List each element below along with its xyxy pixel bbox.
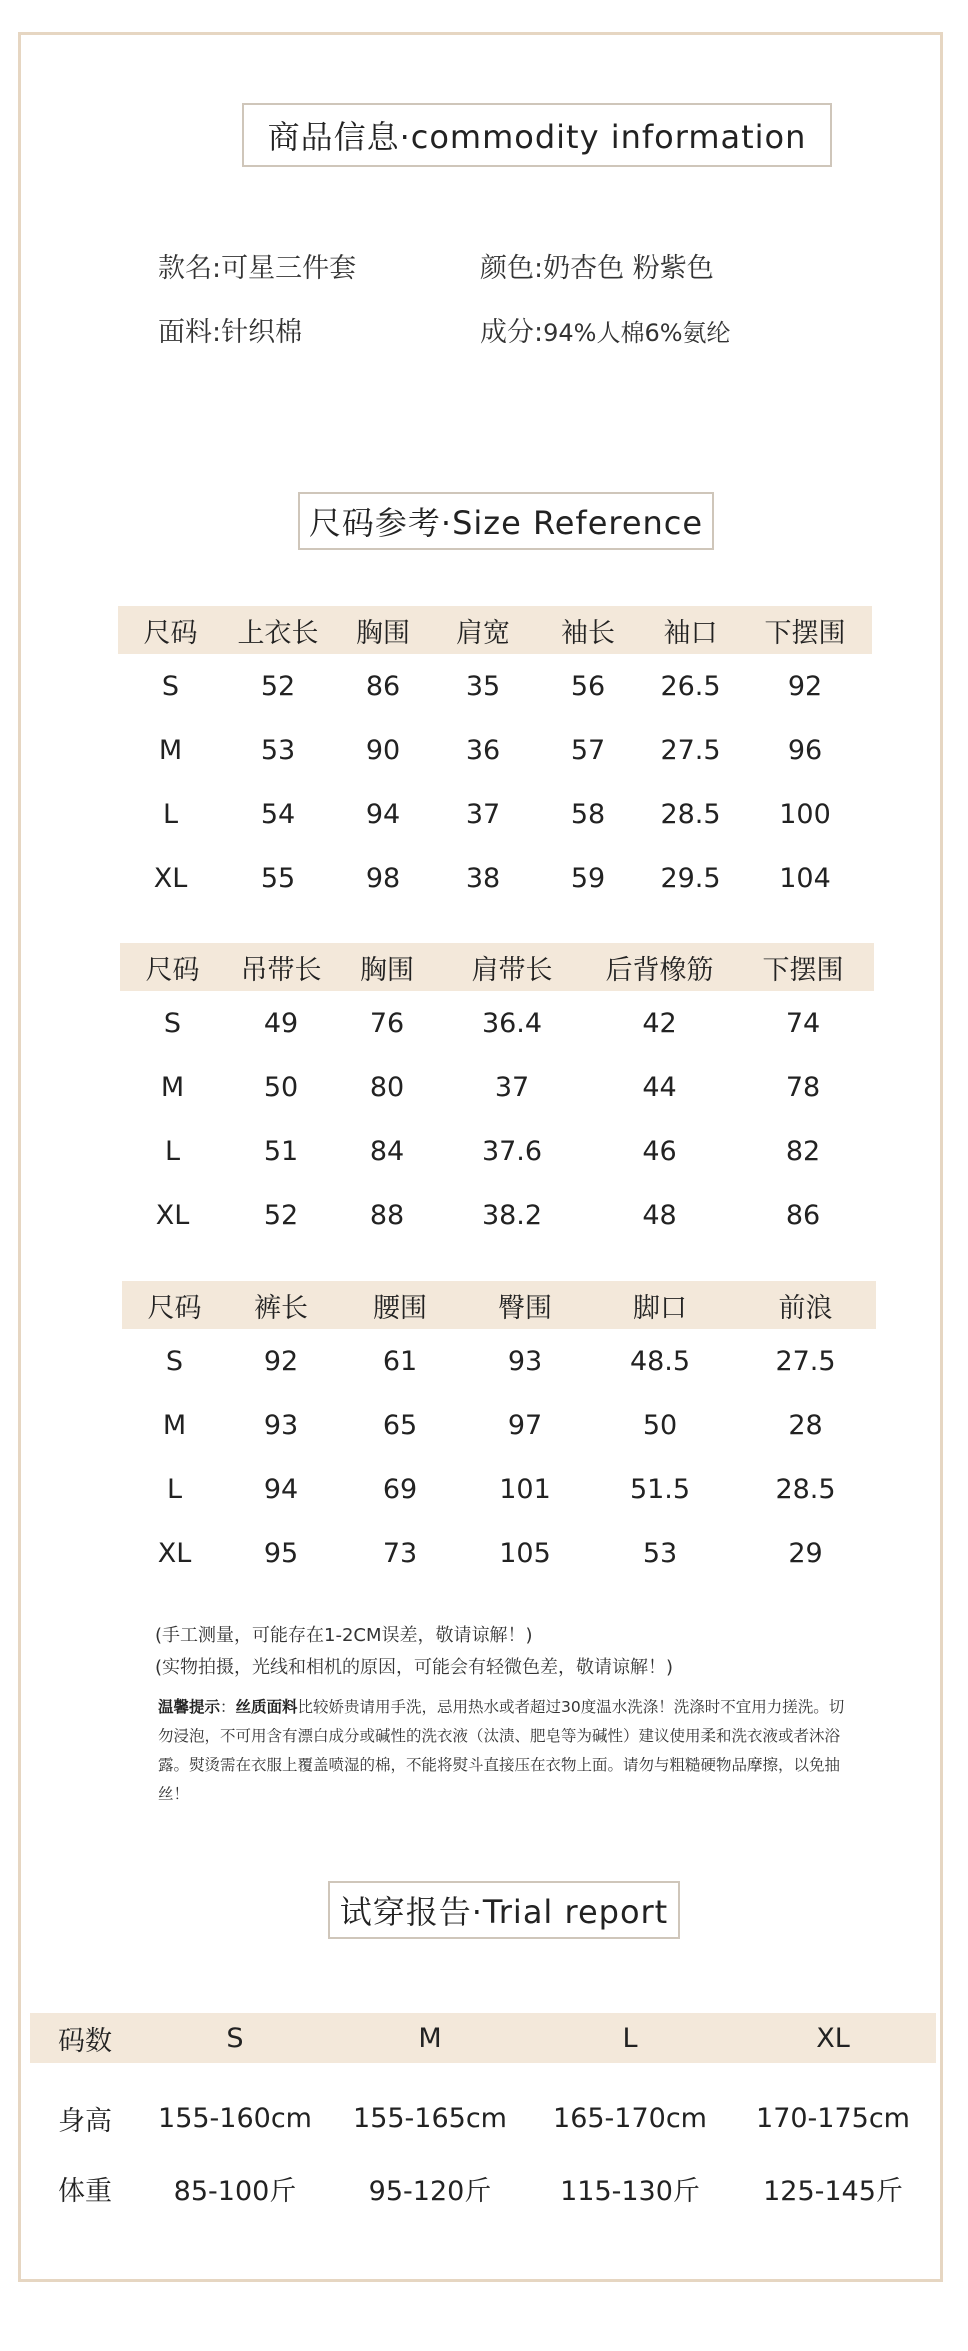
table-cell: 51 xyxy=(263,1135,299,1167)
table-cell: XL xyxy=(153,862,188,894)
table-cell: 96 xyxy=(787,734,823,766)
table-cell: 61 xyxy=(382,1345,418,1377)
table-cell: 36 xyxy=(465,734,501,766)
table-row xyxy=(118,718,872,782)
table-cell: 52 xyxy=(263,1199,299,1231)
table-cell: 92 xyxy=(263,1345,299,1377)
table-cell: 38.2 xyxy=(481,1199,543,1231)
table-cell: S xyxy=(165,1345,184,1377)
table-cell: 170-175cm xyxy=(756,2102,910,2134)
table-cell: 59 xyxy=(570,862,606,894)
header-cell: 尺码 xyxy=(143,617,198,649)
table-cell: M xyxy=(162,1409,187,1441)
size-reference-title-text: 尺码参考·Size Reference xyxy=(308,504,704,542)
table-cell: S xyxy=(161,670,180,702)
table-cell: 身高 xyxy=(58,2105,112,2137)
table-cell: 55 xyxy=(260,862,296,894)
table-cell: 37.6 xyxy=(481,1135,543,1167)
header-cell: 尺码 xyxy=(145,954,200,986)
table-cell: 88 xyxy=(369,1199,405,1231)
table-header xyxy=(122,1281,876,1329)
header-cell: 吊带长 xyxy=(240,954,322,986)
size-table-top xyxy=(118,606,872,910)
tip-label: 温馨提示 xyxy=(158,1698,221,1716)
care-tip xyxy=(158,1693,848,1809)
table-row xyxy=(118,782,872,846)
table-cell: 体重 xyxy=(58,2175,112,2207)
table-cell: XL xyxy=(155,1199,190,1231)
table-cell: 97 xyxy=(507,1409,543,1441)
table-cell: 155-160cm xyxy=(158,2102,312,2134)
table-cell: 28 xyxy=(788,1409,823,1441)
table-cell: 85-100斤 xyxy=(173,2175,297,2207)
table-cell: S xyxy=(163,1007,182,1039)
table-header xyxy=(30,2013,936,2063)
table-cell: 37 xyxy=(465,798,501,830)
table-cell: 58 xyxy=(570,798,606,830)
info-fabric xyxy=(158,310,302,349)
header-cell: 胸围 xyxy=(360,954,414,986)
header-cell: 裤长 xyxy=(254,1292,308,1324)
table-cell: 36.4 xyxy=(481,1007,543,1039)
table-cell: 27.5 xyxy=(660,734,721,766)
table-row xyxy=(120,1183,874,1247)
header-cell: L xyxy=(622,2022,638,2054)
table-cell: 93 xyxy=(263,1409,299,1441)
header-cell: 臀围 xyxy=(498,1292,552,1324)
table-cell: 29 xyxy=(788,1537,823,1569)
table-cell: 46 xyxy=(642,1135,677,1167)
info-value: 可星三件套 xyxy=(221,253,357,284)
table-cell: 115-130斤 xyxy=(560,2175,700,2207)
table-cell: 155-165cm xyxy=(353,2102,507,2134)
table-cell: 86 xyxy=(785,1199,821,1231)
info-style-name xyxy=(158,246,356,285)
header-cell: 脚口 xyxy=(633,1292,687,1324)
table-row xyxy=(122,1457,876,1521)
table-cell: 165-170cm xyxy=(553,2102,707,2134)
table-cell: L xyxy=(164,1135,181,1167)
table-cell: 53 xyxy=(642,1537,678,1569)
header-cell: 尺码 xyxy=(147,1292,202,1324)
trial-report-title-text: 试穿报告·Trial report xyxy=(339,1893,669,1931)
note-line: (实物拍摄，光线和相机的原因，可能会有轻微色差，敬请谅解！) xyxy=(155,1657,674,1678)
table-row xyxy=(118,846,872,910)
header-cell: 腰围 xyxy=(373,1292,427,1324)
table-row xyxy=(122,1521,876,1585)
header-cell: 码数 xyxy=(58,2025,112,2057)
table-cell: 94 xyxy=(365,798,401,830)
table-row xyxy=(118,654,872,718)
table-cell: 51.5 xyxy=(629,1473,691,1505)
table-cell: 86 xyxy=(365,670,401,702)
table-cell: 93 xyxy=(507,1345,543,1377)
tip-text: 比较娇贵请用手洗，忌用热水或者超过30度温水洗涤！洗涤时不宜用力搓洗。切勿浸泡，不可用含有漂白成分或碱性的洗衣液（汰渍、肥皂等为碱性）建议使用柔和洗衣液或者沐浴露。熨烫需在衣服上覆盖喷湿的棉，不能将熨斗直接压在衣物上面。请勿与粗糙硬物品摩擦，以免抽丝！ xyxy=(158,1698,845,1803)
table-row xyxy=(122,1393,876,1457)
header-cell: 下摆围 xyxy=(764,617,846,649)
table-cell: 52 xyxy=(260,670,296,702)
table-header xyxy=(118,606,872,654)
measurement-notes xyxy=(155,1620,855,1684)
commodity-title-text: 商品信息·commodity information xyxy=(267,118,807,156)
table-cell: 28.5 xyxy=(775,1473,836,1505)
table-cell: 50 xyxy=(642,1409,678,1441)
header-cell: 肩宽 xyxy=(456,617,510,649)
header-cell: 上衣长 xyxy=(237,617,319,649)
info-key: 颜色: xyxy=(480,253,544,284)
table-cell: 37 xyxy=(494,1071,530,1103)
table-cell: 28.5 xyxy=(660,798,721,830)
tip-colon: ： xyxy=(220,1698,236,1716)
table-cell: L xyxy=(166,1473,183,1505)
table-cell: 42 xyxy=(642,1007,677,1039)
note-line: (手工测量，可能存在1-2CM误差，敬请谅解！) xyxy=(155,1625,533,1646)
info-value: 奶杏色 粉紫色 xyxy=(543,253,714,284)
header-cell: XL xyxy=(816,2022,850,2054)
info-key: 成分: xyxy=(480,317,544,348)
table-cell: 44 xyxy=(642,1071,677,1103)
table-cell: 49 xyxy=(263,1007,299,1039)
table-row xyxy=(30,2153,936,2223)
table-cell: 95 xyxy=(263,1537,299,1569)
table-cell: XL xyxy=(157,1537,192,1569)
header-cell: 袖长 xyxy=(561,617,615,649)
trial-report-title xyxy=(328,1881,680,1939)
table-cell: 29.5 xyxy=(660,862,721,894)
table-cell: 78 xyxy=(785,1071,821,1103)
table-cell: 104 xyxy=(779,862,831,894)
header-cell: S xyxy=(226,2022,244,2054)
table-cell: 94 xyxy=(263,1473,299,1505)
header-cell: 肩带长 xyxy=(471,954,553,986)
table-cell: 53 xyxy=(260,734,296,766)
info-color xyxy=(480,246,714,285)
info-key: 面料: xyxy=(158,317,222,348)
table-row xyxy=(30,2083,936,2153)
table-cell: 26.5 xyxy=(660,670,721,702)
table-cell: 48 xyxy=(642,1199,677,1231)
table-cell: 56 xyxy=(570,670,606,702)
table-row xyxy=(120,1119,874,1183)
header-cell: 袖口 xyxy=(663,617,718,649)
header-cell: 下摆围 xyxy=(762,954,844,986)
header-cell: 胸围 xyxy=(356,617,410,649)
table-cell: 74 xyxy=(785,1007,821,1039)
table-cell: 48.5 xyxy=(629,1345,691,1377)
table-cell: 27.5 xyxy=(775,1345,836,1377)
size-table-pants xyxy=(122,1281,876,1585)
table-cell: 82 xyxy=(785,1135,821,1167)
table-cell: 54 xyxy=(260,798,296,830)
table-cell: 98 xyxy=(365,862,401,894)
table-cell: M xyxy=(160,1071,185,1103)
table-row xyxy=(120,991,874,1055)
table-cell: 50 xyxy=(263,1071,299,1103)
table-cell: M xyxy=(158,734,183,766)
table-cell: 90 xyxy=(365,734,401,766)
info-key: 款名: xyxy=(158,253,222,284)
table-cell: 73 xyxy=(382,1537,418,1569)
trial-report-table xyxy=(30,2013,936,2223)
table-cell: 76 xyxy=(369,1007,405,1039)
header-cell: 前浪 xyxy=(778,1292,833,1324)
size-table-camisole xyxy=(120,943,874,1247)
table-cell: 125-145斤 xyxy=(763,2175,903,2207)
header-cell: 后背橡筋 xyxy=(605,954,714,986)
table-cell: 69 xyxy=(382,1473,418,1505)
table-cell: 100 xyxy=(779,798,831,830)
table-cell: 101 xyxy=(499,1473,551,1505)
size-reference-title xyxy=(298,492,714,550)
table-cell: 57 xyxy=(570,734,606,766)
table-cell: 84 xyxy=(369,1135,405,1167)
table-cell: 38 xyxy=(465,862,501,894)
table-cell: 95-120斤 xyxy=(368,2175,492,2207)
info-composition xyxy=(480,310,731,349)
tip-bold: 丝质面料 xyxy=(235,1698,298,1716)
table-cell: 105 xyxy=(499,1537,551,1569)
info-value: 针织棉 xyxy=(221,317,303,348)
table-cell: L xyxy=(162,798,179,830)
table-cell: 65 xyxy=(382,1409,418,1441)
table-cell: 35 xyxy=(465,670,501,702)
info-value: 94%人棉6%氨纶 xyxy=(543,319,731,347)
table-header xyxy=(120,943,874,991)
header-cell: M xyxy=(418,2022,442,2054)
table-row xyxy=(120,1055,874,1119)
table-row xyxy=(122,1329,876,1393)
table-cell: 80 xyxy=(369,1071,405,1103)
commodity-title xyxy=(242,103,832,167)
table-cell: 92 xyxy=(787,670,823,702)
